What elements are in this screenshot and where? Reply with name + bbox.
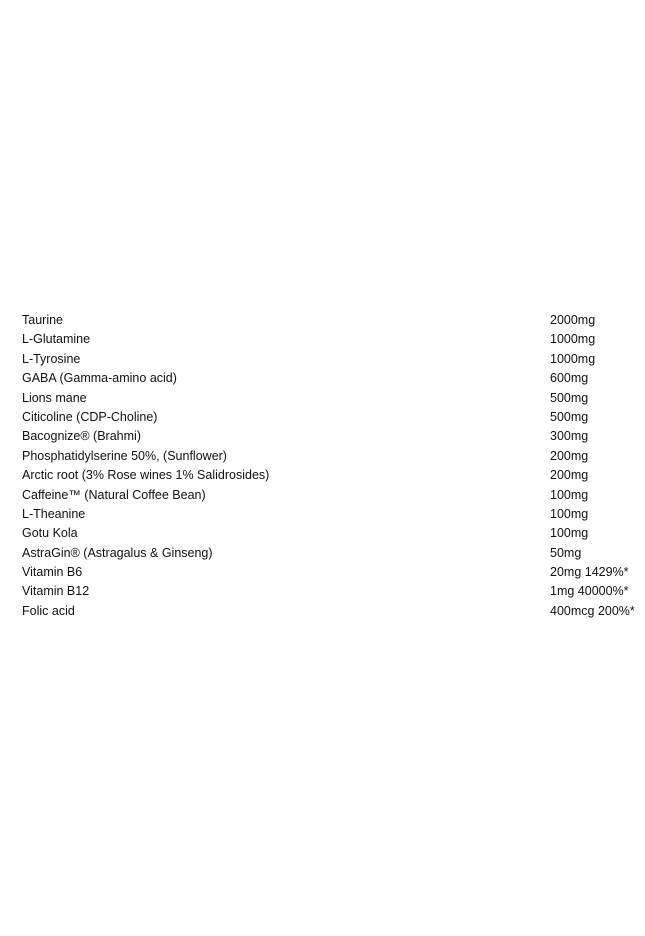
- table-row: [0, 311, 645, 330]
- ingredient-name: AstraGin® (Astragalus & Ginseng): [22, 545, 213, 560]
- ingredient-name: Taurine: [22, 313, 63, 327]
- ingredient-name: L-Glutamine: [22, 332, 91, 347]
- table-row: [0, 408, 645, 427]
- ingredient-amount: 500mg: [550, 390, 589, 405]
- ingredient-amount: 1000mg: [550, 332, 596, 347]
- ingredient-amount: 2000mg: [550, 313, 596, 327]
- table-row: [0, 427, 645, 446]
- table-row: [0, 350, 645, 369]
- ingredient-amount: 600mg: [550, 371, 589, 386]
- ingredient-name: L-Tyrosine: [22, 351, 81, 366]
- ingredient-name: L-Theanine: [22, 506, 86, 521]
- ingredient-amount: 400mcg 200%*: [550, 603, 635, 618]
- ingredient-amount: 100mg: [550, 526, 589, 541]
- table-row: [0, 486, 645, 505]
- table-row: [0, 582, 645, 601]
- ingredient-amount: 200mg: [550, 448, 589, 463]
- table-row: [0, 563, 645, 582]
- ingredient-name: Folic acid: [22, 603, 75, 618]
- ingredient-name: Bacognize® (Brahmi): [22, 429, 141, 444]
- ingredient-amount: 200mg: [550, 468, 589, 483]
- ingredient-amount: 50mg: [550, 545, 582, 560]
- ingredient-name: GABA (Gamma-amino acid): [22, 371, 177, 386]
- ingredient-name: Vitamin B6: [22, 565, 83, 580]
- table-row: [0, 524, 645, 543]
- ingredient-name: Caffeine™ (Natural Coffee Bean): [22, 487, 206, 502]
- ingredient-name: Vitamin B12: [22, 584, 90, 599]
- table-row: [0, 505, 645, 524]
- ingredient-name: Arctic root (3% Rose wines 1% Salidrosides): [22, 468, 270, 483]
- ingredient-amount: 500mg: [550, 409, 589, 424]
- table-row: [0, 602, 645, 621]
- table-row: [0, 447, 645, 466]
- table-row: [0, 544, 645, 563]
- table-row: [0, 389, 645, 408]
- table-row: [0, 466, 645, 485]
- ingredient-amount: 300mg: [550, 429, 589, 444]
- ingredient-amount: 1000mg: [550, 351, 596, 366]
- ingredient-amount: 1mg 40000%*: [550, 584, 629, 599]
- table-row: [0, 330, 645, 349]
- ingredient-name: Citicoline (CDP-Choline): [22, 409, 158, 424]
- ingredient-amount: 100mg: [550, 487, 589, 502]
- ingredient-name: Phosphatidylserine 50%, (Sunflower): [22, 448, 227, 463]
- ingredient-name: Lions mane: [22, 390, 87, 405]
- ingredient-amount: 20mg 1429%*: [550, 565, 629, 580]
- table-row: [0, 369, 645, 388]
- ingredient-amount: 100mg: [550, 506, 589, 521]
- ingredient-table: [0, 311, 645, 621]
- ingredient-name: Gotu Kola: [22, 526, 78, 541]
